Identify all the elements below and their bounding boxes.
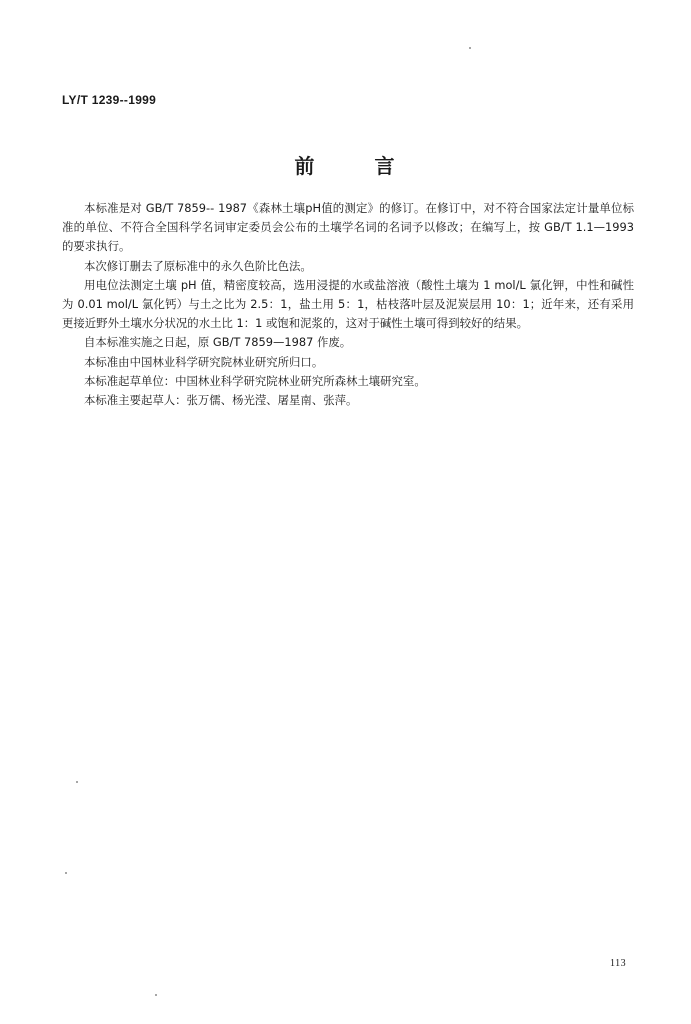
scan-speck — [65, 872, 67, 874]
paragraph-supersedes: 自本标准实施之日起，原 GB/T 7859—1987 作废。 — [84, 335, 352, 350]
paragraph-removed-method: 本次修订删去了原标准中的永久色阶比色法。 — [84, 258, 312, 273]
foreword-body — [62, 199, 634, 410]
paragraph-drafting-unit: 本标准起草单位：中国林业科学研究院林业研究所森林土壤研究室。 — [84, 373, 426, 388]
paragraph-responsible-org: 本标准由中国林业科学研究院林业研究所归口。 — [84, 354, 324, 369]
scan-speck — [469, 47, 471, 49]
title-char-2: 言 — [374, 154, 397, 178]
paragraph-drafters: 本标准主要起草人：张万儒、杨光滢、屠星南、张萍。 — [84, 393, 358, 408]
paragraph-revision-basis: 本标准是对 GB/T 7859-- 1987《森林土壤pH值的测定》的修订。在修订中，对不符合国家法定计量单位标准的单位、不符合全国科学名词审定委员会公布的土壤学名词的名词予以修改；在编写上，按 GB/T 1.1—1993 的要求执行。 — [62, 201, 634, 254]
standard-code: LY/T 1239--1999 — [62, 93, 157, 107]
page-title — [0, 150, 691, 179]
scan-speck — [155, 994, 157, 996]
scan-speck — [76, 781, 78, 783]
page-number: 113 — [610, 958, 627, 969]
paragraph-method-description: 用电位法测定土壤 pH 值，精密度较高，选用浸提的水或盐溶液（酸性土壤为 1 mol/L 氯化钾，中性和碱性为 0.01 mol/L 氯化钙）与土之比为 2.5：1，盐土用 5：1，枯枝落叶层及泥炭层用 10：1；近年来，还有采用更接近野外土壤水分状况的水土比 1：1 或饱和泥浆的，这对于碱性土壤可得到较好的结果。 — [62, 277, 634, 331]
title-char-1: 前 — [294, 154, 317, 178]
